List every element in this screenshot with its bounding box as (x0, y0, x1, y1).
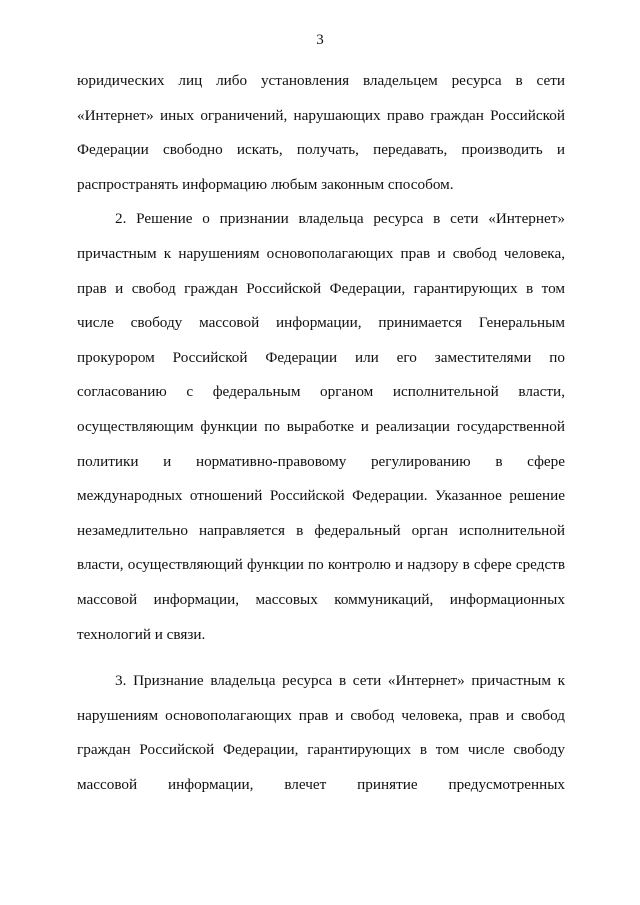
text-line: политики и нормативно-правовому регулированию в сфере (77, 452, 565, 470)
text-line: массовой информации, массовых коммуникаций, информационных (77, 590, 565, 608)
text-line: числе свободу массовой информации, принимается Генеральным (77, 314, 565, 332)
paragraph-2 (77, 202, 565, 652)
text-line: юридических лиц либо установления владельцем ресурса в сети (77, 72, 565, 89)
text-line: технологий и связи. (77, 625, 206, 643)
text-line: незамедлительно направляется в федеральный орган исполнительной (77, 521, 565, 539)
text-line: Федерации свободно искать, получать, передавать, производить и (77, 141, 565, 159)
text-line: власти, осуществляющий функции по контролю и надзору в сфере средств (77, 556, 565, 574)
text-line: прав и свобод граждан Российской Федерации, гарантирующих в том (77, 279, 565, 297)
text-line: «Интернет» иных ограничений, нарушающих право граждан Российской (77, 106, 565, 124)
text-line: согласованию с федеральным органом исполнительной власти, (77, 383, 565, 401)
text-line: международных отношений Российской Федерации. Указанное решение (77, 487, 565, 505)
document-body (77, 64, 565, 802)
paragraph-1-continuation (77, 64, 565, 202)
text-line: массовой информации, влечет принятие предусмотренных (77, 775, 565, 793)
text-line: 3. Признание владельца ресурса в сети «Интернет» причастным к (115, 672, 565, 690)
text-line: граждан Российской Федерации, гарантирующих в том числе свободу (77, 741, 565, 759)
page-number: 3 (316, 32, 324, 48)
paragraph-3 (77, 664, 565, 802)
text-line: осуществляющим функции по выработке и реализации государственной (77, 417, 565, 435)
text-line: нарушениям основополагающих прав и свобод человека, прав и свобод (77, 706, 565, 724)
text-line: распространять информацию любым законным способом. (77, 175, 454, 193)
text-line: прокурором Российской Федерации или его заместителями по (77, 348, 565, 366)
text-line: 2. Решение о признании владельца ресурса в сети «Интернет» (115, 210, 565, 228)
paragraph-spacer (77, 652, 565, 664)
text-line: причастным к нарушениям основополагающих прав и свобод человека, (77, 244, 565, 262)
